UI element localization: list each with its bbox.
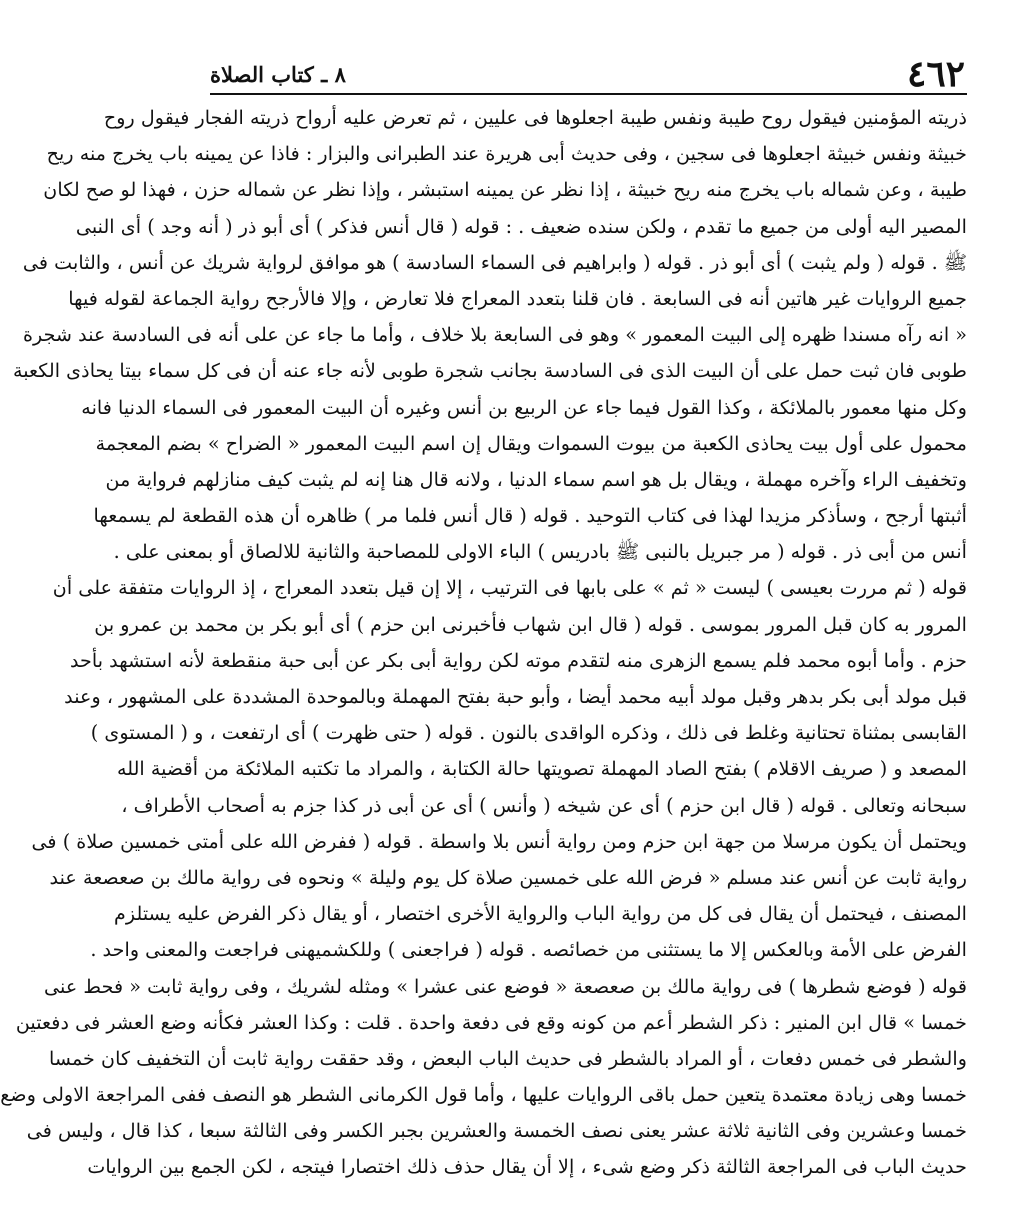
text-line: خمسا وهى زيادة معتمدة يتعين حمل باقى الروايات عليها ، وأما قول الكرمانى الشطر هو النصف ففى المراجعة الاولى وضع [0,1083,967,1107]
text-line: خمسا » قال ابن المنير : ذكر الشطر أعم من كونه وقع فى دفعة واحدة . قلت : وكذا العشر فكأنه وضع العشر فى دفعتين [15,1010,967,1034]
text-line: حديث الباب فى المراجعة الثالثة ذكر وضع شىء ، إلا أن يقال حذف ذلك اختصارا فيتجه ، لكن الجمع بين الروايات [87,1155,967,1179]
running-title: ٨ ـ كتاب الصلاة [210,62,346,87]
text-line: محمول على أول بيت يحاذى الكعبة من بيوت السموات ويقال إن اسم البيت المعمور « الضراح » بضم المعجمة [95,431,967,455]
text-line: قوله ( ثم مررت بعيسى ) ليست « ثم » على بابها فى الترتيب ، إلا إن قيل بتعدد المعراج ، إذ الروايات متفقة على أن [52,576,967,600]
text-line: المصير اليه أولى من جميع ما تقدم ، ولكن سنده ضعيف . : قوله ( قال أنس فذكر ) أى أبو ذر ( أنه وجد ) أى النبى [75,214,967,238]
text-line: ذريته المؤمنين فيقول روح طيبة ونفس طيبة اجعلوها فى عليين ، ثم تعرض عليه أرواح ذريته الفجار فيقول روح [103,106,967,129]
text-line: قبل مولد أبى بكر بدهر وقبل مولد أبيه محمد أيضا ، وأبو حبة بفتح المهملة وبالموحدة المشددة على المشهور ، وعند [64,685,967,708]
text-line: ويحتمل أن يكون مرسلا من جهة ابن حزم ومن رواية أنس بلا واسطة . قوله ( ففرض الله على أمتى خمسين صلاة ) فى [31,829,967,853]
text-line: المصعد و ( صريف الاقلام ) بفتح الصاد المهملة تصويتها حالة الكتابة ، والمراد ما تكتبه الملائكة من أقضية الله [116,757,967,781]
text-line: وكل منها معمور بالملائكة ، وكذا القول فيما جاء عن الربيع بن أنس وغيره أن البيت المعمور فى السماء الدنيا فانه [81,395,967,419]
text-line: المصنف ، فيحتمل أن يقال فى كل من رواية الباب والرواية الأخرى اختصار ، أو يقال ذكر الفرض عليه يستلزم [114,902,967,926]
text-line: قوله ( فوضع شطرها ) فى رواية مالك بن صعصعة « فوضع عنى عشرا » ومثله لشريك ، وفى رواية ثابت « فحط عنى [44,974,967,998]
text-line: وتخفيف الراء وآخره مهملة ، ويقال بل هو اسم سماء الدنيا ، ولانه قال هنا إنه لم يثبت كيف منازلهم فرواية من [105,467,967,491]
text-line: الفرض على الأمة وبالعكس إلا ما يستثنى من خصائصه . قوله ( فراجعنى ) وللكشميهنى فراجعت والمعنى واحد . [90,938,967,962]
text-line: خمسا وعشرين وفى الثانية ثلاثة عشر يعنى نصف الخمسة والعشرين بجبر الكسر وفى الثالثة سبعا ، كذا قال ، وليس فى [26,1119,967,1143]
text-line: جميع الروايات غير هاتين أنه فى السابعة . فان قلنا بتعدد المعراج فلا تعارض ، وإلا فالأرجح رواية الجماعة لقوله فيها [68,286,967,310]
text-line: خبيثة ونفس خبيثة اجعلوها فى سجين ، وفى حديث أبى هريرة عند الطبرانى والبزار : فاذا عن يمينه باب يخرج منه ريح [46,142,967,166]
text-line: والشطر فى خمس دفعات ، أو المراد بالشطر فى حديث الباب البعض ، وقد حققت رواية ثابت أن التخفيف كان خمسا [48,1046,967,1070]
header-rule [210,93,967,95]
text-line: طيبة ، وعن شماله باب يخرج منه ريح خبيثة ، إذا نظر عن يمينه استبشر ، وإذا نظر عن شماله حزن ، فهذا لو صح لكان [43,178,967,202]
page-header [210,52,965,96]
page-number: ٤٦٢ [906,53,965,95]
text-line: أنس من أبى ذر . قوله ( مر جبريل بالنبى ﷺ بادريس ) الباء الاولى للمصاحبة والثانية للالصاق أو بمعنى على . [113,540,967,564]
text-line: ﷺ . قوله ( ولم يثبت ) أى أبو ذر . قوله ( وابراهيم فى السماء السادسة ) هو موافق لرواية شريك عن أنس ، والثابت فى [22,250,967,274]
text-line: القابسى بمثناة تحتانية وغلط فى ذلك ، وذكره الواقدى بالنون . قوله ( حتى ظهرت ) أى ارتفعت ، و ( المستوى ) [90,721,967,745]
body-text [0,100,967,1210]
text-line: أثبتها أرجح ، وسأذكر مزيدا لهذا فى كتاب التوحيد . قوله ( قال أنس فلما مر ) ظاهره أن هذه القطعة لم يسمعها [93,504,967,528]
text-line: المرور به كان قبل المرور بموسى . قوله ( قال ابن شهاب فأخبرنى ابن حزم ) أى أبو بكر بن محمد بن عمرو بن [94,612,967,636]
text-line: « انه رآه مسندا ظهره إلى البيت المعمور » وهو فى السابعة بلا خلاف ، وأما ما جاء عن على أنه فى السادسة عند شجرة [22,323,967,347]
text-line: سبحانه وتعالى . قوله ( قال ابن حزم ) أى عن شيخه ( وأنس ) أى عن أبى ذر كذا جزم به أصحاب الأطراف ، [121,793,967,817]
text-line: طوبى فان ثبت حمل على أن البيت الذى فى السادسة بجانب شجرة طوبى لأنه جاء عنه أن فى كل سماء بيتا يحاذى الكعبة [12,359,967,383]
text-line: رواية ثابت عن أنس عند مسلم « فرض الله على خمسين صلاة كل يوم وليلة » ونحوه فى رواية مالك بن صعصعة عند [49,865,967,889]
text-line: حزم . وأما أبوه محمد فلم يسمع الزهرى منه لتقدم موته لكن رواية أبى بكر عن أبى حبة منقطعة لأنه استشهد بأحد [69,648,967,672]
